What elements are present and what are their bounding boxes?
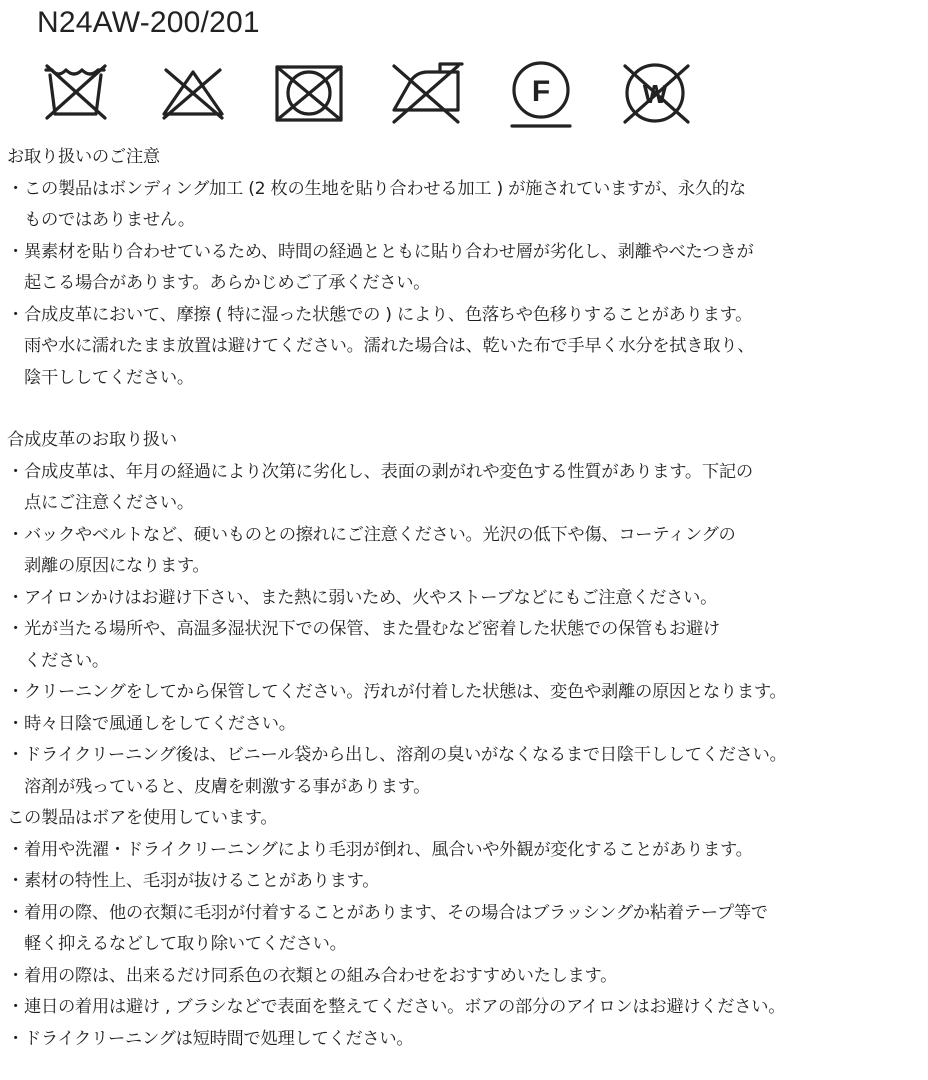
- bullet-continuation: ください。: [24, 650, 109, 671]
- dry-clean-f-letter: F: [531, 75, 551, 108]
- care-symbols: [0, 0, 928, 140]
- do-not-tumble-dry-icon: [277, 67, 341, 120]
- bullet-continuation: 溶剤が残っていると、皮膚を刺激する事があります。: [24, 776, 431, 797]
- product-code: N24AW-200/201: [37, 6, 260, 39]
- bullet-line: ・この製品はボンディング加工 (2 枚の生地を貼り合わせる加工 ) が施されていますが、永久的な: [7, 178, 746, 199]
- no-wet-clean-w-letter: W: [642, 79, 668, 109]
- heading-care-caution: お取り扱いのご注意: [7, 147, 160, 167]
- bullet-line: ・アイロンかけはお避け下さい、また熱に弱いため、火やストーブなどにもご注意ください。: [7, 587, 718, 608]
- bullet-line: ・クリーニングをしてから保管してください。汚れが付着した状態は、変色や剥離の原因となります。: [7, 682, 787, 702]
- do-not-wash-icon: [46, 66, 105, 118]
- bullet-continuation: 軽く抑えるなどして取り除いてください。: [24, 934, 347, 954]
- bullet-line: ・素材の特性上、毛羽が抜けることがあります。: [7, 871, 380, 891]
- bullet-line: ・着用や洗濯・ドライクリーニングにより毛羽が倒れ、風合いや外観が変化することがあります。: [7, 839, 753, 860]
- care-instructions: [7, 142, 925, 1055]
- heading-synthetic-leather: 合成皮革のお取り扱い: [7, 430, 177, 450]
- bullet-continuation: 雨や水に濡れたまま放置は避けてください。濡れた場合は、乾いた布で手早く水分を拭き取り、: [24, 336, 755, 356]
- bullet-line: ・合成皮革において、摩擦 ( 特に湿った状態での ) により、色落ちや色移りすることがあります。: [7, 304, 753, 325]
- do-not-iron-icon: [394, 64, 462, 122]
- bullet-line: ・合成皮革は、年月の経過により次第に劣化し、表面の剥がれや変色する性質があります。下記の: [7, 461, 753, 482]
- bullet-continuation: ものではありません。: [24, 210, 195, 230]
- heading-boa: この製品はボアを使用しています。: [7, 808, 278, 828]
- bullet-line: ・着用の際、他の衣類に毛羽が付着することがあります、その場合はブラッシングか粘着テープ等で: [7, 902, 768, 923]
- bullet-line: ・連日の着用は避け , ブラシなどで表面を整えてください。ボアの部分のアイロンはお避けください。: [7, 997, 786, 1017]
- do-not-bleach-icon: [164, 70, 222, 118]
- bullet-line: ・着用の際は、出来るだけ同系色の衣類との組み合わせをおすすめいたします。: [7, 965, 618, 986]
- bullet-line: ・ドライクリーニング後は、ビニール袋から出し、溶剤の臭いがなくなるまで日陰干ししてください。: [7, 745, 787, 765]
- bullet-continuation: 陰干ししてください。: [24, 367, 194, 388]
- bullet-line: ・光が当たる場所や、高温多湿状況下での保管、また畳むなど密着した状態での保管もお避け: [7, 619, 720, 639]
- section-gap: [7, 394, 925, 425]
- bullet-continuation: 点にご注意ください。: [24, 493, 194, 513]
- bullet-line: ・異素材を貼り合わせているため、時間の経過とともに貼り合わせ層が劣化し、剥離やべたつきが: [7, 241, 754, 262]
- bullet-continuation: 剥離の原因になります。: [24, 556, 210, 576]
- bullet-line: ・バックやベルトなど、硬いものとの擦れにご注意ください。光沢の低下や傷、コーティングの: [7, 524, 736, 545]
- bullet-line: ・時々日陰で風通しをしてください。: [7, 713, 296, 734]
- bullet-line: ・ドライクリーニングは短時間で処理してください。: [7, 1028, 414, 1049]
- bullet-continuation: 起こる場合があります。あらかじめご了承ください。: [24, 273, 431, 293]
